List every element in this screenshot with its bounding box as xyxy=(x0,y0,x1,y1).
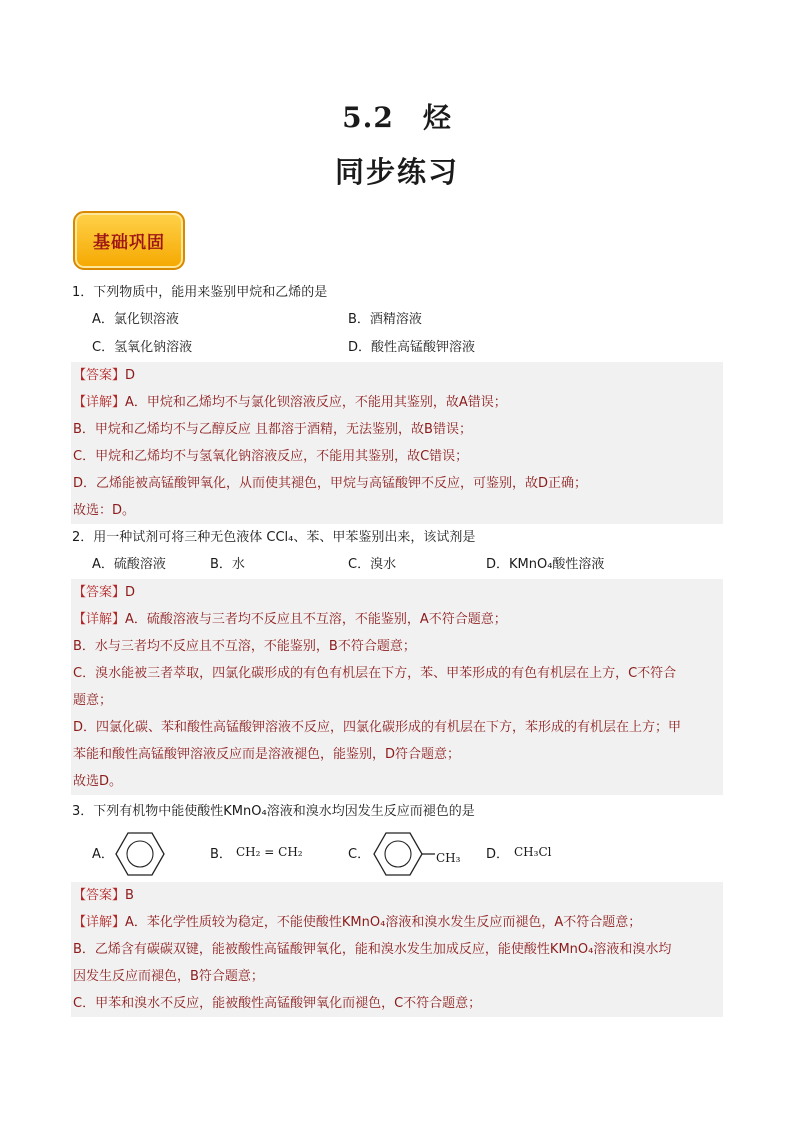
q3-option-a: A． xyxy=(92,847,114,862)
explanation-line: C．甲烷和乙烯均不与氢氧化钠溶液反应，不能用其鉴别，故C错误； xyxy=(73,449,469,464)
explanation-line: C．溴水能被三者萃取，四氯化碳形成的有色有机层在下方，苯、甲苯形成的有色有机层在上方，C不符合 xyxy=(73,666,677,681)
q1-answer-block xyxy=(71,362,723,524)
answer-tag: 【答案】 xyxy=(73,888,126,903)
explanation-line: B．甲烷和乙烯均不与乙醇反应 且都溶于酒精，无法鉴别，故B错误； xyxy=(73,422,472,437)
explanation-line: B．乙烯含有碳碳双键，能被酸性高锰酸钾氧化，能和溴水发生加成反应，能使酸性KMnO₄溶液和溴水均 xyxy=(73,942,672,957)
section-badge-label: 基础巩固 xyxy=(93,233,165,253)
answer-value: D xyxy=(125,368,136,383)
detail-tag: 【详解】 xyxy=(73,395,126,410)
q1-option-a: A．氯化钡溶液 xyxy=(92,312,179,327)
detail-tag: 【详解】 xyxy=(73,612,126,627)
q2-option-a: A．硫酸溶液 xyxy=(92,557,166,572)
explanation-line: D．四氯化碳、苯和酸性高锰酸钾溶液不反应，四氯化碳形成的有机层在下方，苯形成的有机层在上方；甲 xyxy=(73,720,682,735)
answer-tag: 【答案】 xyxy=(73,585,126,600)
benzene-structure xyxy=(114,830,166,878)
explanation-line: A．苯化学性质较为稳定，不能使酸性KMnO₄溶液和溴水发生反应而褪色，A不符合题意； xyxy=(125,915,642,930)
detail-tag: 【详解】 xyxy=(73,915,126,930)
page-title: 5.2 烃 xyxy=(342,101,452,134)
q1-option-d: D．酸性高锰酸钾溶液 xyxy=(348,340,476,355)
q3-answer-block xyxy=(71,882,723,1017)
q3-option-c: C． xyxy=(348,847,371,862)
question-1-stem: 1．下列物质中，能用来鉴别甲烷和乙烯的是 xyxy=(72,285,328,300)
q2-option-d: D．KMnO₄酸性溶液 xyxy=(486,557,605,572)
explanation-line: 故选D。 xyxy=(73,774,123,789)
q2-option-b: B．水 xyxy=(210,557,245,572)
q3-option-d-formula: CH₃Cl xyxy=(514,845,552,859)
explanation-line: A．甲烷和乙烯均不与氯化钡溶液反应，不能用其鉴别，故A错误； xyxy=(125,395,507,410)
explanation-line: 题意； xyxy=(73,693,113,708)
question-2-stem: 2．用一种试剂可将三种无色液体 CCl₄、苯、甲苯鉴别出来，该试剂是 xyxy=(72,530,476,545)
explanation-line: D．乙烯能被高锰酸钾氧化，从而使其褪色，甲烷与高锰酸钾不反应，可鉴别，故D正确； xyxy=(73,476,588,491)
section-badge xyxy=(73,211,185,270)
answer-tag: 【答案】 xyxy=(73,368,126,383)
q2-answer-block xyxy=(71,579,723,795)
q3-option-b-formula: CH₂ = CH₂ xyxy=(236,845,303,859)
toluene-structure xyxy=(372,830,436,878)
explanation-line: 苯能和酸性高锰酸钾溶液反应而是溶液褪色，能鉴别，D符合题意； xyxy=(73,747,461,762)
explanation-line: 故选：D。 xyxy=(73,503,136,518)
q1-option-c: C．氢氧化钠溶液 xyxy=(92,340,193,355)
answer-value: B xyxy=(125,888,134,903)
answer-value: D xyxy=(125,585,136,600)
q1-option-b: B．酒精溶液 xyxy=(348,312,422,327)
explanation-line: 因发生反应而褪色，B符合题意； xyxy=(73,969,264,984)
q3-option-d: D． xyxy=(486,847,510,862)
explanation-line: C．甲苯和溴水不反应，能被酸性高锰酸钾氧化而褪色，C不符合题意； xyxy=(73,996,482,1011)
page-subtitle: 同步练习 xyxy=(334,155,459,189)
explanation-line: A．硫酸溶液与三者均不反应且不互溶，不能鉴别，A不符合题意； xyxy=(125,612,507,627)
explanation-line: B．水与三者均不反应且不互溶，不能鉴别，B不符合题意； xyxy=(73,639,416,654)
q3-option-c-formula: CH₃ xyxy=(436,851,461,865)
q3-option-b: B． xyxy=(210,847,232,862)
q2-option-c: C．溴水 xyxy=(348,557,397,572)
question-3-stem: 3．下列有机物中能使酸性KMnO₄溶液和溴水均因发生反应而褪色的是 xyxy=(72,804,475,819)
